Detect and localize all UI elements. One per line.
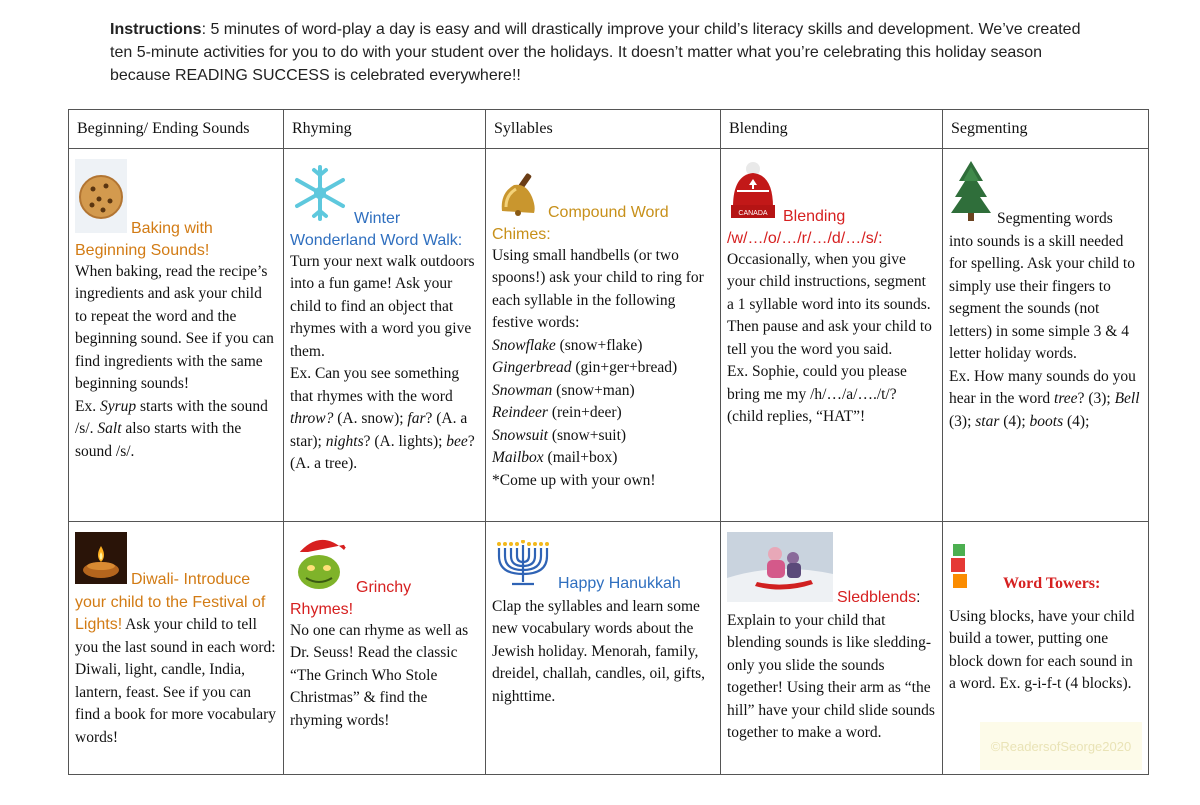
header-segmenting: Segmenting bbox=[943, 110, 1149, 149]
diya-lamp-icon bbox=[75, 532, 127, 592]
grinchy-title-a: Grinchy bbox=[356, 579, 412, 596]
winter-example: Ex. Can you see something that rhymes with the word throw? (A. snow); far? (A. a star); nights? (A. lights); bee? (A. a tree). bbox=[290, 365, 475, 472]
winter-body: Turn your next walk outdoors into a fun game! Ask your child to find an object that rhymes with a word you give them. bbox=[290, 252, 475, 360]
cookie-icon bbox=[75, 159, 127, 241]
cell-hanukkah bbox=[486, 522, 721, 775]
chimes-word-item: Mailbox (mail+box) bbox=[492, 449, 618, 466]
chimes-word-list bbox=[492, 335, 714, 470]
baking-title-b: Beginning Sounds! bbox=[75, 241, 210, 259]
sled-body: Explain to your child that blending sounds is like sledding- only you slide the sounds together! Using their arm as “the hill” have your child slide sounds together to make a word. bbox=[727, 611, 935, 741]
snowflake-icon bbox=[290, 163, 350, 231]
baking-title-a: Baking with bbox=[131, 220, 213, 237]
grinch-icon bbox=[290, 532, 352, 600]
cell-grinchy bbox=[284, 522, 486, 775]
segmenting-title: Segmenting words bbox=[997, 210, 1113, 227]
header-row bbox=[69, 110, 1149, 149]
instructions-text: : 5 minutes of word-play a day is easy and will drastically improve your child’s literacy skills and development. We’ve created ten 5-minute activities for you to do with your student over the holidays. It doesn’t matter what you’re celebrating this holiday season because READING SUCCESS is celebrated everywhere!! bbox=[110, 21, 1081, 84]
hanukkah-title: Happy Hanukkah bbox=[558, 575, 681, 592]
chimes-word-item: Snowman (snow+man) bbox=[492, 381, 635, 399]
diwali-title: Diwali- Introduce your child to the Festival of Lights! bbox=[75, 571, 266, 633]
baking-example: Ex. Syrup starts with the sound /s/. Salt also starts with the sound /s/. bbox=[75, 397, 268, 460]
hanukkah-body: Clap the syllables and learn some new vocabulary words about the Jewish holiday. Menorah, family, dreidel, challah, candles, oil, gifts, nighttime. bbox=[492, 597, 706, 705]
cell-sledblends bbox=[721, 522, 943, 775]
blending-example: Ex. Sophie, could you please bring me my /h/…/a/…./t/? (child replies, “HAT”! bbox=[727, 363, 907, 425]
handbell-icon bbox=[492, 171, 544, 225]
hat-text: CANADA bbox=[738, 210, 768, 217]
grinchy-title-b: Rhymes! bbox=[290, 600, 354, 618]
cell-compound-chimes bbox=[486, 149, 721, 522]
cell-blending bbox=[721, 149, 943, 522]
copyright-watermark: ©ReadersofSeorge2020 bbox=[980, 722, 1142, 770]
chimes-title-a: Compound Word bbox=[548, 204, 669, 221]
table-row bbox=[69, 149, 1149, 522]
blending-body: Occasionally, when you give your child instructions, segment a 1 syllable word into its sounds. Then pause and ask your child to tell you the word you said. bbox=[727, 250, 932, 358]
chimes-title-b: Chimes: bbox=[492, 225, 551, 243]
header-beginning-ending: Beginning/ Ending Sounds bbox=[69, 110, 284, 149]
header-blending: Blending bbox=[721, 110, 943, 149]
baking-body: When baking, read the recipe’s ingredients and ask your child to repeat the word and the beginning sound. See if you can find ingredients with the same beginning sounds! bbox=[75, 262, 274, 392]
winter-title-b: Wonderland Word Walk: bbox=[290, 231, 463, 249]
cell-segmenting bbox=[943, 149, 1149, 522]
chimes-word-item: Gingerbread (gin+ger+bread) bbox=[492, 359, 678, 376]
instructions-label: Instructions bbox=[110, 21, 202, 38]
blending-title-b: /w/…/o/…/r/…/d/…/s/: bbox=[727, 229, 883, 247]
towers-body: Using blocks, have your child build a tower, putting one block down for each sound in a word. Ex. g-i-f-t (4 blocks). bbox=[949, 607, 1135, 692]
diwali-body: Ask your child to tell you the last sound in each word: Diwali, light, candle, India, lantern, feast. See if you can find a book for more vocabulary words! bbox=[75, 616, 277, 746]
activity-table bbox=[68, 109, 1149, 775]
sledding-photo bbox=[727, 532, 833, 610]
chimes-word-item: Reindeer (rein+deer) bbox=[492, 404, 622, 421]
towers-title: Word Towers: bbox=[1003, 575, 1101, 592]
segmenting-body: into sounds is a skill needed for spelling. Ask your child to simply use their fingers to segment the sounds (not letters) in some simple 3 & 4 letter holiday words. bbox=[949, 232, 1135, 362]
sled-title: Sledblends bbox=[837, 589, 917, 606]
christmas-tree-icon bbox=[949, 159, 993, 231]
cell-baking bbox=[69, 149, 284, 522]
menorah-icon bbox=[492, 540, 554, 596]
header-rhyming: Rhyming bbox=[284, 110, 486, 149]
instructions-paragraph bbox=[110, 18, 1100, 87]
blocks-icon bbox=[949, 544, 971, 596]
toque-hat-icon bbox=[727, 161, 779, 229]
sled-colon: : bbox=[916, 589, 921, 606]
grinchy-body: No one can rhyme as well as Dr. Seuss! Read the classic “The Grinch Who Stole Christmas” & find the rhyming words! bbox=[290, 621, 469, 729]
header-syllables: Syllables bbox=[486, 110, 721, 149]
chimes-word-item: Snowsuit (snow+suit) bbox=[492, 426, 627, 444]
chimes-footer: *Come up with your own! bbox=[492, 471, 656, 489]
cell-diwali bbox=[69, 522, 284, 775]
cell-winter-wonderland bbox=[284, 149, 486, 522]
chimes-word-item: Snowflake (snow+flake) bbox=[492, 336, 643, 354]
blending-title-a: Blending bbox=[783, 208, 846, 225]
chimes-body: Using small handbells (or two spoons!) ask your child to ring for each syllable in the following festive words: bbox=[492, 246, 704, 331]
winter-title-a: Winter bbox=[354, 210, 401, 227]
segmenting-example: Ex. How many sounds do you hear in the word tree? (3); Bell (3); star (4); boots (4); bbox=[949, 367, 1140, 430]
